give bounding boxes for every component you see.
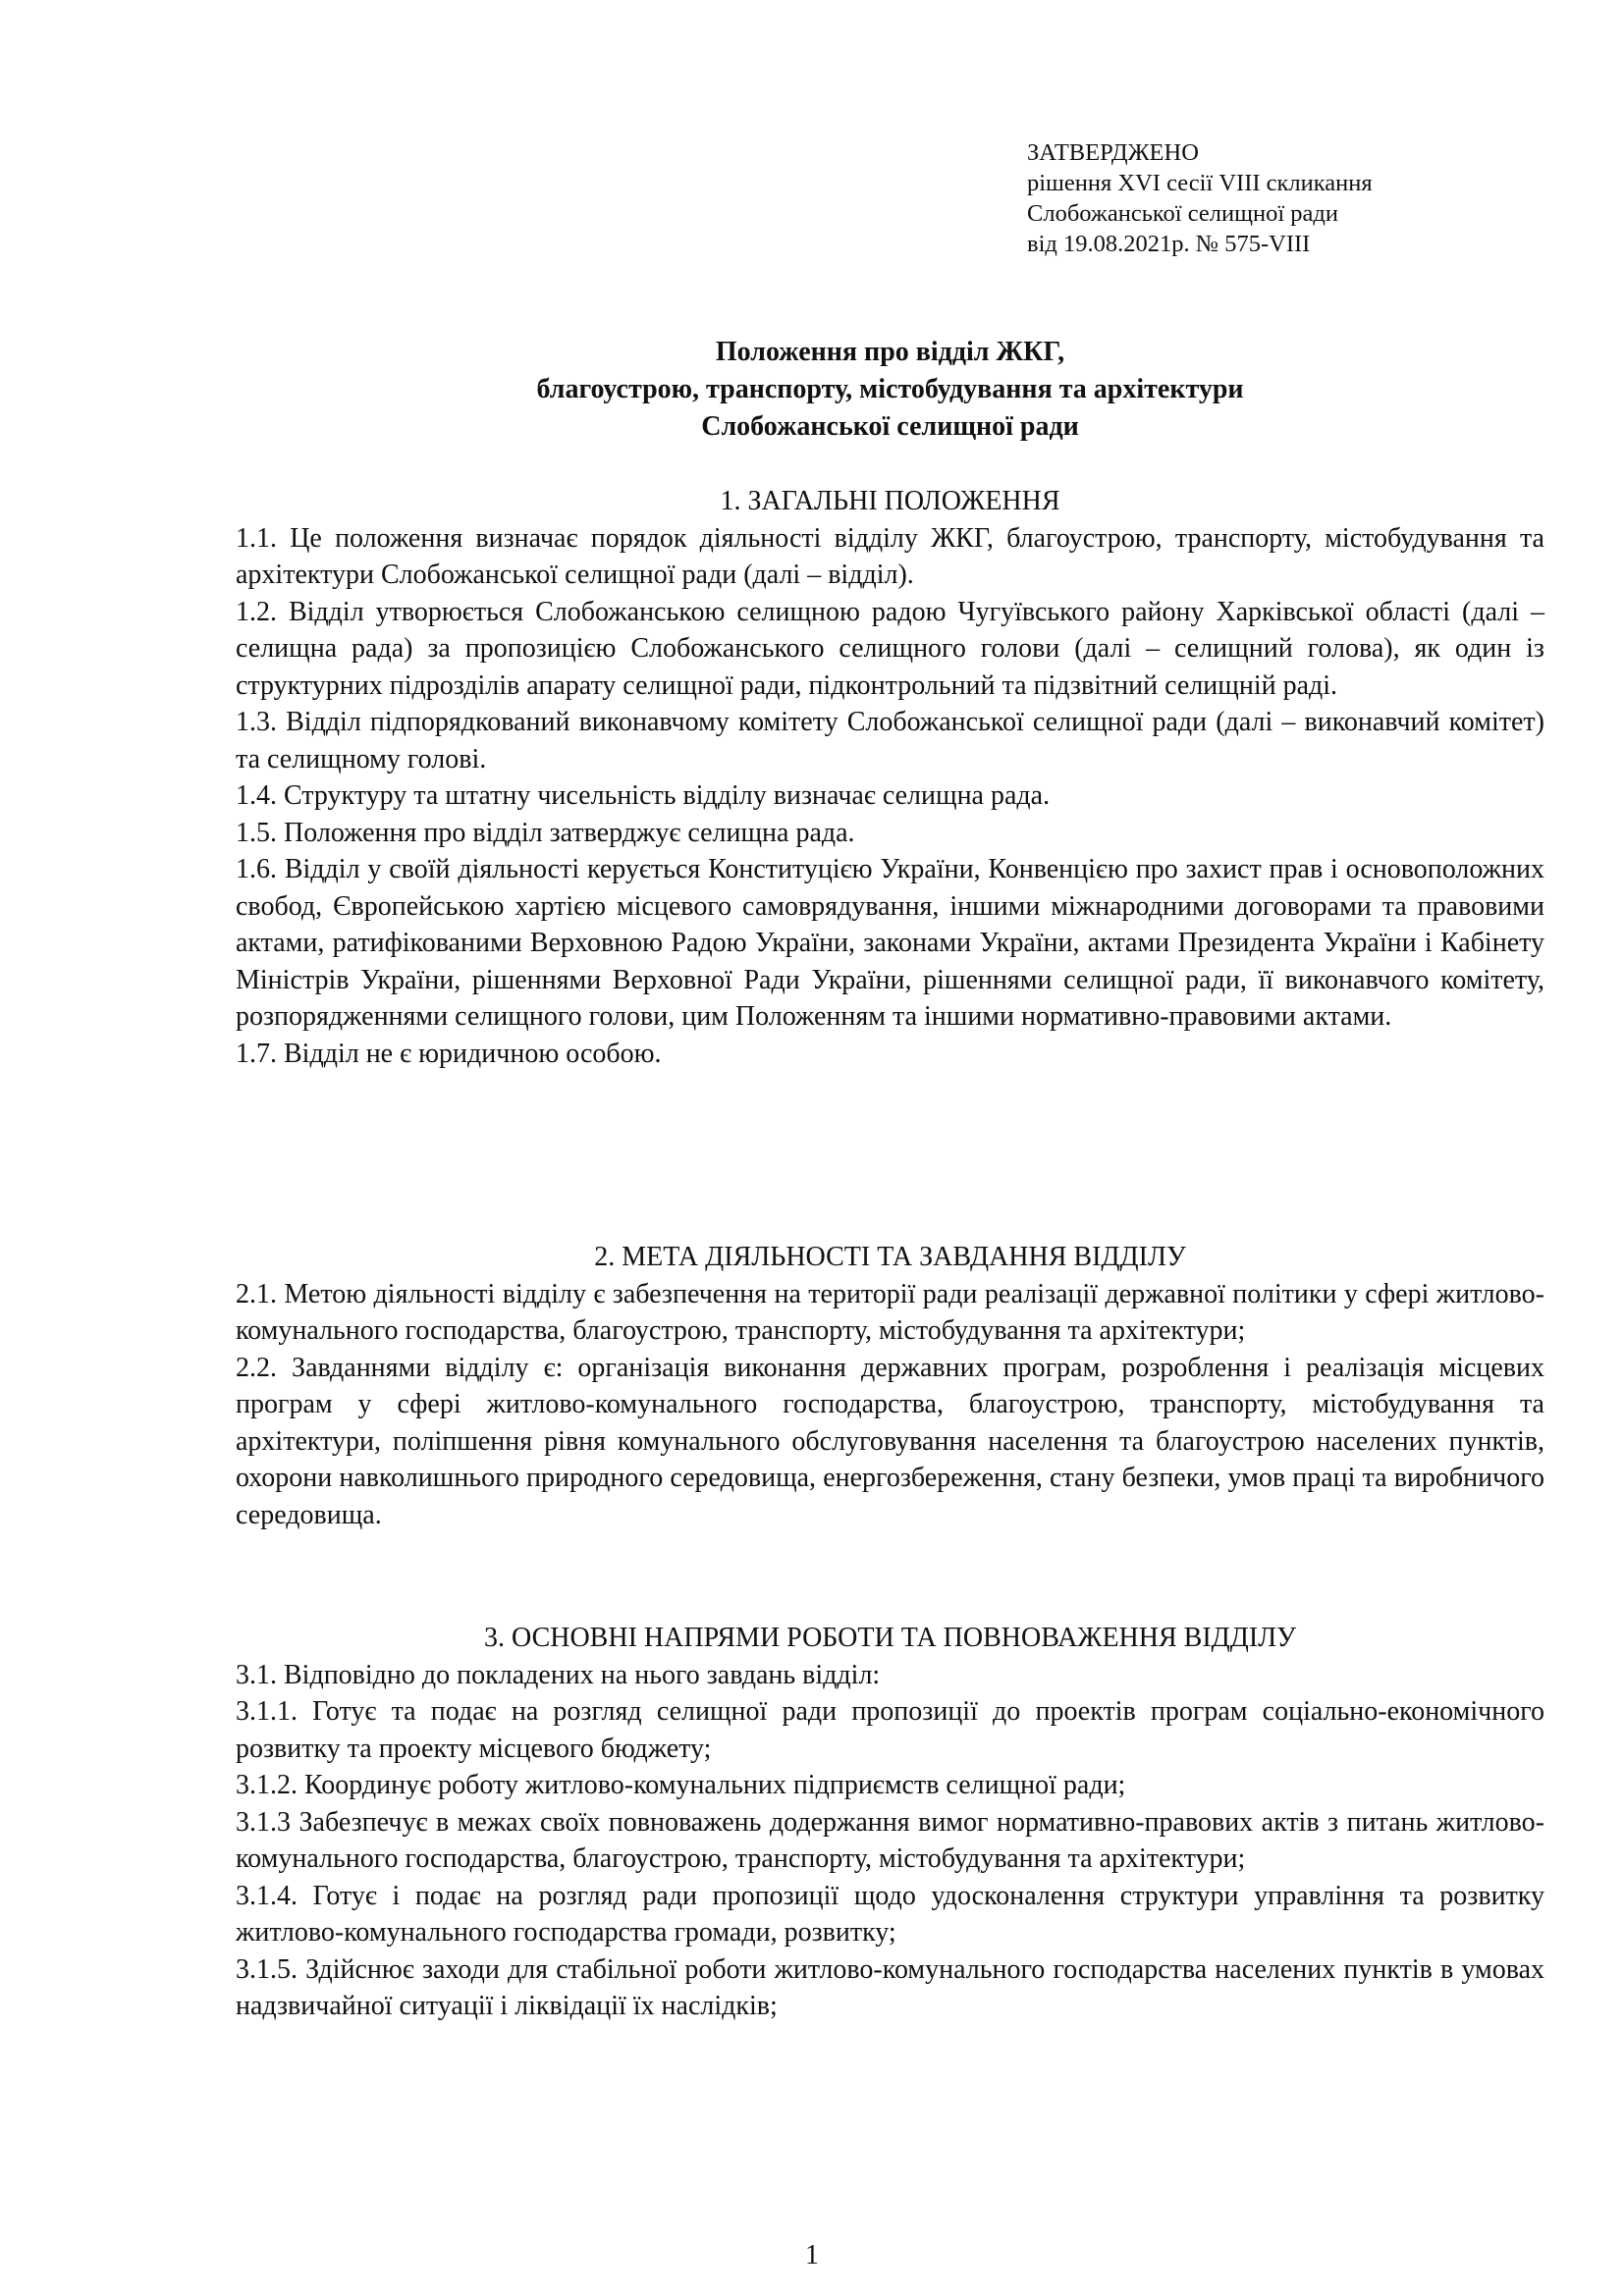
paragraph: 1.2. Відділ утворюється Слобожанською селищною радою Чугуївського району Харківської області (далі – селищна рада) за пропозицією Слобожанського селищного голови (далі – селищний голова), як один із структурних підрозділів апарату селищної ради, підконтрольний та підзвітний селищній раді. bbox=[236, 596, 1544, 701]
paragraph: 2.1. Метою діяльності відділу є забезпечення на території ради реалізації державної політики у сфері житлово-комунального господарства, благоустрою, транспорту, містобудування та архітектури; bbox=[236, 1278, 1544, 1346]
paragraph: 3.1.2. Координує роботу житлово-комунальних підприємств селищної ради; bbox=[236, 1770, 1126, 1800]
approval-line: Слобожанської селищної ради bbox=[1027, 200, 1338, 227]
section-heading: 3. ОСНОВНІ НАПРЯМИ РОБОТИ ТА ПОВНОВАЖЕННЯ ВІДДІЛУ bbox=[484, 1623, 1296, 1653]
approval-line: рішення XVI сесії VIII скликання bbox=[1027, 170, 1373, 196]
approval-line: від 19.08.2021р. № 575-VIII bbox=[1027, 231, 1311, 257]
paragraph: 3.1. Відповідно до покладених на нього завдань відділ: bbox=[236, 1659, 881, 1690]
approval-line: ЗАТВЕРДЖЕНО bbox=[1027, 139, 1199, 166]
title-line: Положення про відділ ЖКГ, bbox=[715, 337, 1065, 367]
approval-stamp bbox=[1027, 137, 1577, 259]
paragraph: 3.1.4. Готує і подає на розгляд ради пропозиції щодо удосконалення структури управління та розвитку житлово-комунального господарства громади, розвитку; bbox=[236, 1880, 1544, 1948]
section-purpose-and-tasks bbox=[236, 1239, 1544, 1533]
paragraph: 1.3. Відділ підпорядкований виконавчому комітету Слобожанської селищної ради (далі – виконавчий комітет) та селищному голові. bbox=[236, 707, 1544, 774]
page-number: 1 bbox=[805, 2240, 819, 2270]
paragraph: 3.1.3 Забезпечує в межах своїх повноважень додержання вимог нормативно-правових актів з питань житлово-комунального господарства, благоустрою, транспорту, містобудування та архітектури; bbox=[236, 1806, 1544, 1874]
section-heading: 1. ЗАГАЛЬНІ ПОЛОЖЕННЯ bbox=[720, 486, 1060, 516]
paragraph: 1.5. Положення про відділ затверджує селищна рада. bbox=[236, 817, 855, 848]
paragraph: 3.1.5. Здійснює заходи для стабільної роботи житлово-комунального господарства населених пунктів в умовах надзвичайної ситуації і ліквідації їх наслідків; bbox=[236, 1953, 1544, 2021]
section-general-provisions bbox=[236, 483, 1544, 1072]
paragraph: 1.1. Це положення визначає порядок діяльності відділу ЖКГ, благоустрою, транспорту, містобудування та архітектури Слобожанської селищної ради (далі – відділ). bbox=[236, 522, 1544, 590]
paragraph: 1.6. Відділ у своїй діяльності керується Конституцією України, Конвенцією про захист прав і основоположних свобод, Європейською хартією місцевого самоврядування, іншими міжнародними договорами та правовими актами, ратифікованими Верховною Радою України, законами України, актами Президента України і Кабінету Міністрів України, рішеннями Верховної Ради України, рішеннями селищної ради, її виконавчого комітету, розпорядженнями селищного голови, цим Положенням та іншими нормативно-правовими актами. bbox=[236, 854, 1544, 1032]
document-title bbox=[236, 334, 1544, 446]
title-line: Слобожанської селищної ради bbox=[701, 411, 1079, 442]
paragraph: 2.2. Завданнями відділу є: організація виконання державних програм, розроблення і реалізація місцевих програм у сфері житлово-комунального господарства, благоустрою, транспорту, містобудування та архітектури, поліпшення рівня комунального обслуговування населення та благоустрою населених пунктів, охорони навколишнього природного середовища, енергозбереження, стану безпеки, умов праці та виробничого середовища. bbox=[236, 1352, 1544, 1530]
section-main-directions bbox=[236, 1620, 1544, 2025]
paragraph: 1.7. Відділ не є юридичною особою. bbox=[236, 1038, 662, 1069]
title-line: благоустрою, транспорту, містобудування та архітектури bbox=[536, 374, 1244, 404]
section-heading: 2. МЕТА ДІЯЛЬНОСТІ ТА ЗАВДАННЯ ВІДДІЛУ bbox=[594, 1242, 1186, 1272]
paragraph: 3.1.1. Готує та подає на розгляд селищної ради пропозиції до проектів програм соціально-економічного розвитку та проекту місцевого бюджету; bbox=[236, 1696, 1544, 1764]
paragraph: 1.4. Структуру та штатну чисельність відділу визначає селищна рада. bbox=[236, 780, 1051, 811]
